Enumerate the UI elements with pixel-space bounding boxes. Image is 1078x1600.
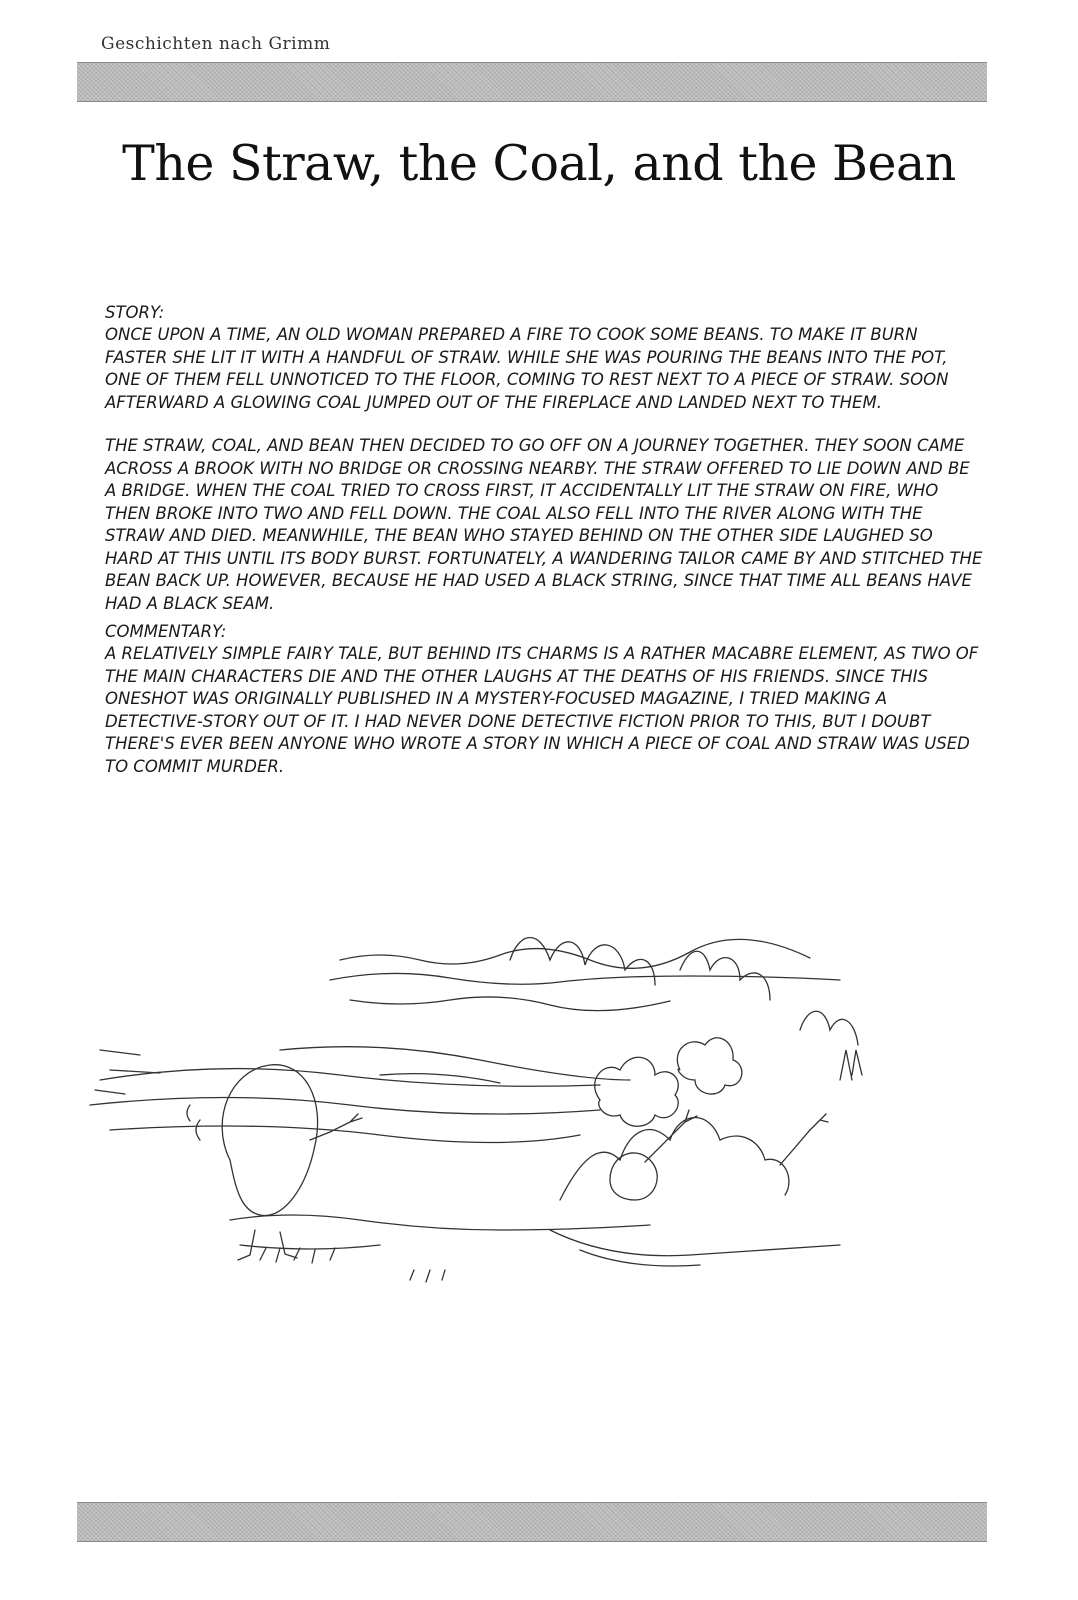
near-bank: [230, 1215, 650, 1230]
bushes-sketch: [510, 938, 655, 986]
splash-sketch: [560, 1118, 789, 1201]
story-paragraph-2: THE STRAW, COAL, AND BEAN THEN DECIDED TO GO OFF ON A JOURNEY TOGETHER. THEY SOON CAME ACROSS A BROOK WITH NO BRIDGE OR CROSSING NEARBY. THE STRAW OFFERED TO LIE DOWN AND BE A BRIDGE. WHEN THE COAL TRIED TO CROSS FIRST, IT ACCIDENTALLY LIT THE STRAW ON FIRE, WHO THEN BROKE INTO TWO AND FELL DOWN. THE COAL ALSO FELL INTO THE RIVER ALONG WITH THE STRAW AND DIED. MEANWHILE, THE BEAN WHO STAYED BEHIND ON THE OTHER SIDE LAUGHED SO HARD AT THIS UNTIL ITS BODY BURST. FORTUNATELY, A WANDERING TAILOR CAME BY AND STITCHED THE BEAN BACK UP. HOWEVER, BECAUSE HE HAD USED A BLACK STRING, SINCE THAT TIME ALL BEANS HAVE HAD A BLACK SEAM.: [105, 436, 983, 613]
smoke-scribble: [595, 1057, 679, 1126]
river-lines: [100, 1069, 600, 1087]
header-band: [77, 62, 987, 102]
story-label: STORY:: [105, 303, 165, 322]
commentary-paragraph-1: A RELATIVELY SIMPLE FAIRY TALE, BUT BEHIND ITS CHARMS IS A RATHER MACABRE ELEMENT, AS TWO OF THE MAIN CHARACTERS DIE AND THE OTHER LAUGHS AT THE DEATHS OF HIS FRIENDS. SINCE THIS ONESHOT WAS ORIGINALLY PUBLISHED IN A MYSTERY-FOCUSED MAGAZINE, I TRIED MAKING A DETECTIVE-STORY OUT OF IT. I HAD NEVER DONE DETECTIVE FICTION PRIOR TO THIS, BUT I DOUBT THERE'S EVER BEEN ANYONE WHO WROTE A STORY IN WHICH A PIECE OF COAL AND STRAW WAS USED TO COMMIT MURDER.: [105, 644, 979, 776]
footer-band: [77, 1502, 987, 1542]
running-header: Geschichten nach Grimm: [101, 34, 331, 54]
bean-character: [222, 1065, 317, 1216]
page-title: The Straw, the Coal, and the Bean: [122, 135, 956, 192]
sketch-illustration: [80, 900, 990, 1380]
coal-figure: [610, 1153, 657, 1200]
commentary-label: COMMENTARY:: [105, 622, 227, 641]
story-paragraph-1: ONCE UPON A TIME, AN OLD WOMAN PREPARED A FIRE TO COOK SOME BEANS. TO MAKE IT BURN FASTER SHE LIT IT WITH A HANDFUL OF STRAW. WHILE SHE WAS POURING THE BEANS INTO THE POT, ONE OF THEM FELL UNNOTICED TO THE FLOOR, COMING TO REST NEXT TO A PIECE OF STRAW. SOON AFTERWARD A GLOWING COAL JUMPED OUT OF THE FIREPLACE AND LANDED NEXT TO THEM.: [105, 325, 949, 412]
